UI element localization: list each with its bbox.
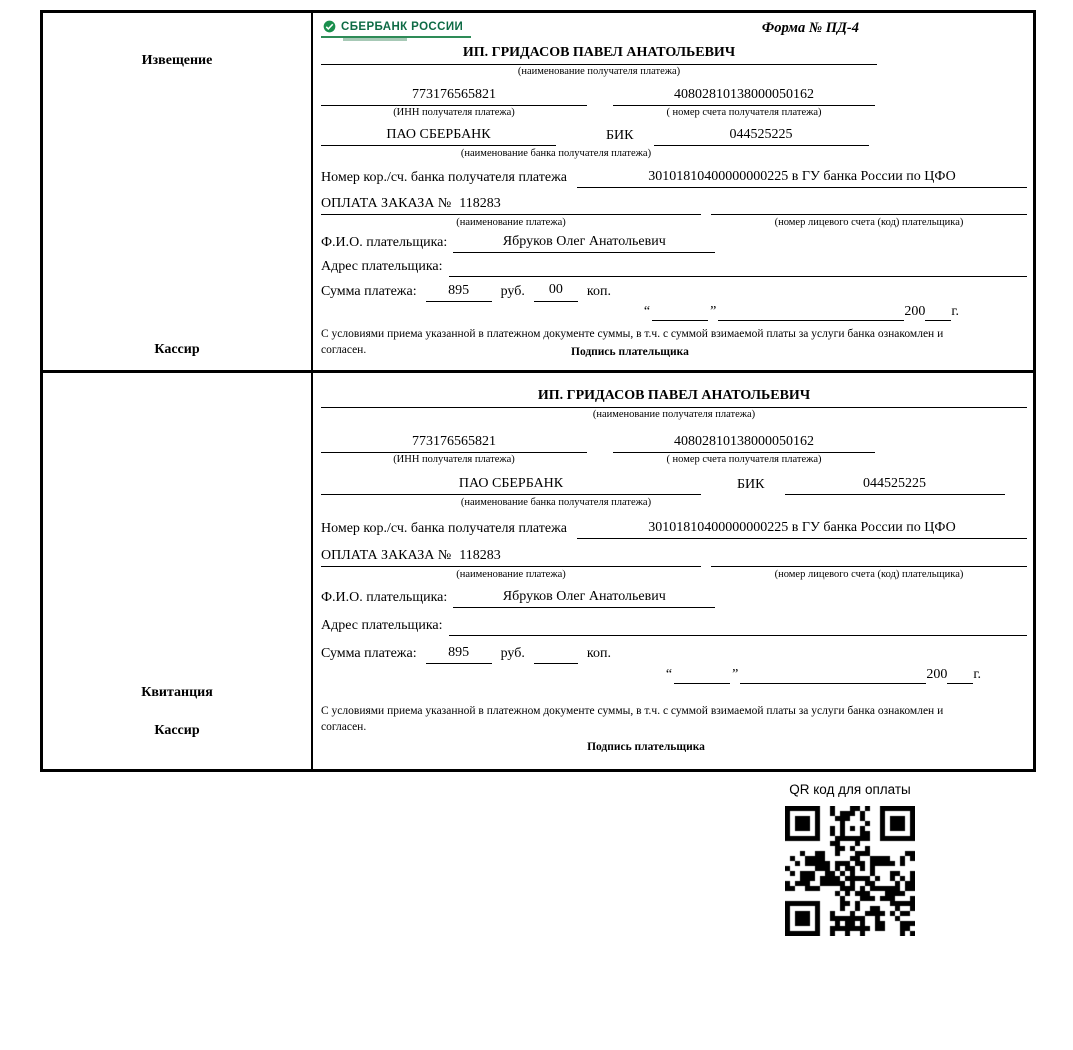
bik-value: 044525225 xyxy=(654,127,869,146)
payment-purpose-label: ОПЛАТА ЗАКАЗА № xyxy=(321,547,452,563)
payment-sum-row xyxy=(321,282,1027,302)
quote-open: “ xyxy=(665,667,673,683)
account-block xyxy=(613,434,875,467)
quote-close: ” xyxy=(732,667,739,683)
payer-address-label: Адрес плательщика: xyxy=(321,618,443,634)
signature-label: Подпись плательщика xyxy=(571,346,689,359)
inn-block xyxy=(321,87,587,120)
sum-kopecks: 00 xyxy=(534,282,578,302)
bank-caption: (наименование банка получателя платежа) xyxy=(460,497,652,509)
date-row xyxy=(321,667,981,684)
inn-account-row xyxy=(321,87,1027,120)
recipient-name: ИП. ГРИДАСОВ ПАВЕЛ АНАТОЛЬЕВИЧ xyxy=(321,45,877,65)
inn-caption: (ИНН получателя платежа) xyxy=(393,106,515,118)
payer-name-label: Ф.И.О. плательщика: xyxy=(321,235,448,251)
bik-label: БИК xyxy=(606,128,634,144)
qr-block xyxy=(784,782,916,936)
sum-rubles: 895 xyxy=(426,645,492,664)
receipt-content xyxy=(313,373,1033,769)
notice-left-column xyxy=(43,13,313,370)
payer-name-value: Ябруков Олег Анатольевич xyxy=(453,234,715,253)
date-month-line xyxy=(718,306,904,321)
signature-label: Подпись плательщика xyxy=(587,741,705,754)
inn-value: 773176565821 xyxy=(321,87,587,106)
rubles-label: руб. xyxy=(500,646,525,662)
payer-address-row xyxy=(321,617,1027,636)
order-number: 118283 xyxy=(459,195,501,211)
cashier-label: Кассир xyxy=(154,342,200,357)
payment-caption: (наименование платежа) xyxy=(456,568,566,580)
recipient-name: ИП. ГРИДАСОВ ПАВЕЛ АНАТОЛЬЕВИЧ xyxy=(321,388,1027,408)
bank-name: ПАО СБЕРБАНК xyxy=(321,476,701,495)
account-caption: ( номер счета получателя платежа) xyxy=(666,453,822,465)
payment-captions-row xyxy=(321,569,1027,582)
rubles-label: руб. xyxy=(500,284,525,300)
year-suffix: г. xyxy=(973,667,981,683)
payment-captions-row xyxy=(321,217,1027,230)
sum-rubles: 895 xyxy=(426,283,492,302)
personal-account-caption: (номер лицевого счета (код) плательщика) xyxy=(774,216,964,228)
recipient-block xyxy=(321,45,877,79)
payer-address-row xyxy=(321,258,1027,277)
recipient-caption: (наименование получателя платежа) xyxy=(592,409,756,420)
account-block xyxy=(613,87,875,120)
pd4-payment-form xyxy=(40,10,1036,772)
qr-label: QR код для оплаты xyxy=(789,782,911,797)
qr-code-image xyxy=(785,806,915,936)
corr-value: 30101810400000000225 в ГУ банка России по ЦФО xyxy=(577,169,1027,188)
bank-caption: (наименование банка получателя платежа) xyxy=(460,148,652,160)
recipient-block xyxy=(321,388,1027,422)
payer-name-value: Ябруков Олег Анатольевич xyxy=(453,589,715,608)
sum-label: Сумма платежа: xyxy=(321,284,417,300)
inn-value: 773176565821 xyxy=(321,434,587,453)
sum-kopecks xyxy=(534,644,578,664)
payer-name-label: Ф.И.О. плательщика: xyxy=(321,590,448,606)
notice-content xyxy=(313,13,1033,370)
account-value: 40802810138000050162 xyxy=(613,434,875,453)
form-title: Форма № ПД-4 xyxy=(761,20,859,36)
header-row xyxy=(321,20,1027,42)
date-row xyxy=(321,304,959,321)
payer-name-row xyxy=(321,234,1027,253)
payer-address-line xyxy=(449,258,1027,277)
notice-section xyxy=(43,13,1033,373)
inn-block xyxy=(321,434,587,467)
terms-text: С условиями приема указанной в платежном документе суммы, в т.ч. с суммой взимаемой платы за услуги банка ознакомлен и согласен. xyxy=(321,328,944,356)
year-prefix: 200 xyxy=(904,304,926,320)
kopecks-label: коп. xyxy=(586,646,611,662)
payer-address-line xyxy=(449,617,1027,636)
year-prefix: 200 xyxy=(926,667,948,683)
receipt-section xyxy=(43,373,1033,769)
account-value: 40802810138000050162 xyxy=(613,87,875,106)
payment-purpose-row xyxy=(321,548,1027,567)
inn-account-row xyxy=(321,434,1027,467)
order-number: 118283 xyxy=(459,547,501,563)
quote-open: “ xyxy=(643,304,651,320)
terms-block xyxy=(321,704,1027,753)
year-line xyxy=(947,669,973,684)
payer-address-label: Адрес плательщика: xyxy=(321,259,443,275)
payment-purpose xyxy=(321,548,701,567)
section-label-receipt: Квитанция xyxy=(141,685,213,700)
corr-account-row xyxy=(321,169,1027,188)
personal-account-caption: (номер лицевого счета (код) плательщика) xyxy=(774,568,964,580)
section-label-notice: Извещение xyxy=(141,53,213,68)
recipient-caption: (наименование получателя платежа) xyxy=(517,66,681,77)
sberbank-tagline xyxy=(343,38,407,41)
sum-label: Сумма платежа: xyxy=(321,646,417,662)
cashier-label: Кассир xyxy=(154,723,200,738)
payment-purpose-label: ОПЛАТА ЗАКАЗА № xyxy=(321,195,452,211)
bank-row xyxy=(321,127,1027,146)
corr-account-row xyxy=(321,520,1027,539)
kopecks-label: коп. xyxy=(586,284,611,300)
quote-close: ” xyxy=(710,304,717,320)
bank-row xyxy=(321,476,1027,495)
sberbank-logo-icon xyxy=(323,20,336,33)
bik-value: 044525225 xyxy=(785,476,1005,495)
corr-value: 30101810400000000225 в ГУ банка России по ЦФО xyxy=(577,520,1027,539)
payment-purpose xyxy=(321,196,701,215)
receipt-left-column xyxy=(43,373,313,769)
sberbank-logo-text: СБЕРБАНК РОССИИ xyxy=(341,20,464,33)
terms-text: С условиями приема указанной в платежном документе суммы, в т.ч. с суммой взимаемой платы за услуги банка ознакомлен и согласен. xyxy=(321,705,944,733)
payment-purpose-row xyxy=(321,196,1027,215)
payment-sum-row xyxy=(321,644,1027,664)
personal-account-line xyxy=(711,549,1027,567)
date-month-line xyxy=(740,669,926,684)
year-line xyxy=(925,306,951,321)
sberbank-logo xyxy=(321,20,471,38)
corr-label: Номер кор./сч. банка получателя платежа xyxy=(321,169,567,185)
payment-caption: (наименование платежа) xyxy=(456,216,566,228)
bank-name: ПАО СБЕРБАНК xyxy=(321,127,556,146)
date-day-line xyxy=(652,306,708,321)
inn-caption: (ИНН получателя платежа) xyxy=(393,453,515,465)
personal-account-line xyxy=(711,197,1027,215)
date-day-line xyxy=(674,669,730,684)
bik-label: БИК xyxy=(737,477,765,493)
terms-block xyxy=(321,327,1027,358)
year-suffix: г. xyxy=(951,304,959,320)
corr-label: Номер кор./сч. банка получателя платежа xyxy=(321,520,567,536)
account-caption: ( номер счета получателя платежа) xyxy=(666,106,822,118)
payer-name-row xyxy=(321,589,1027,608)
